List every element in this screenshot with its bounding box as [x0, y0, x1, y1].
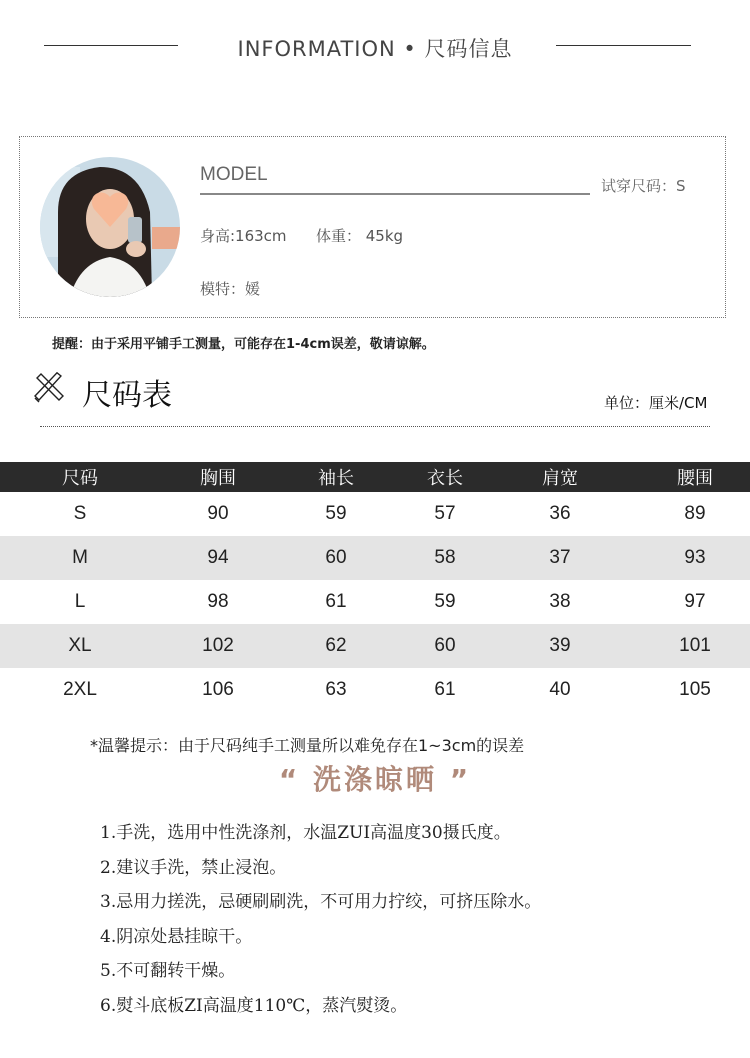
table-cell: 38 [549, 591, 571, 612]
table-cell: 58 [434, 547, 456, 568]
table-cell: 63 [325, 679, 347, 700]
table-cell: S [73, 503, 87, 524]
table-cell: 61 [434, 679, 456, 700]
list-item: 3.忌用力搓洗，忌硬刷刷洗，不可用力拧绞，可挤压除水。 [100, 892, 542, 913]
list-item: 4.阴凉处悬挂晾干。 [100, 926, 253, 947]
table-cell: 60 [325, 547, 347, 568]
table-cell: XL [68, 635, 92, 656]
model-weight: 体重： 45kg [316, 227, 404, 245]
dotted-divider [40, 426, 710, 427]
unit-label: 单位：厘米/CM [604, 394, 708, 412]
size-chart-title: 尺码表 [82, 378, 172, 413]
table-row [0, 668, 750, 712]
page-title: INFORMATION • 尺码信息 [237, 37, 513, 61]
model-label: MODEL [200, 164, 268, 185]
table-cell: 94 [207, 547, 229, 568]
table-row [0, 536, 750, 580]
table-cell: 101 [679, 635, 711, 656]
table-row [0, 492, 750, 536]
list-item: 2.建议手洗，禁止浸泡。 [100, 857, 287, 878]
model-avatar [40, 157, 180, 297]
table-cell: 102 [202, 635, 234, 656]
list-item: 5.不可翻转干燥。 [100, 961, 236, 982]
wash-care-title: “ 洗涤晾晒 ” [278, 763, 472, 796]
model-name: 模特：媛 [200, 280, 261, 298]
table-row [0, 580, 750, 624]
table-cell: 60 [434, 635, 456, 656]
table-header-cell: 肩宽 [542, 468, 578, 489]
table-header-cell: 腰围 [677, 468, 713, 489]
table-cell: 105 [679, 679, 711, 700]
table-header-cell: 袖长 [318, 468, 354, 489]
table-cell: 106 [202, 679, 234, 700]
table-cell: 62 [325, 635, 347, 656]
table-cell: 98 [207, 591, 229, 612]
table-cell: 40 [549, 679, 571, 700]
table-cell: 97 [684, 591, 706, 612]
header-line-right [556, 45, 691, 46]
table-cell: 57 [434, 503, 456, 524]
table-cell: L [74, 591, 86, 612]
list-item: 6.熨斗底板ZI高温度110℃，蒸汽熨烫。 [100, 995, 408, 1016]
table-cell: 61 [325, 591, 347, 612]
table-cell: 59 [434, 591, 456, 612]
table-cell: 39 [549, 635, 571, 656]
table-cell: 89 [684, 503, 706, 524]
table-cell: 90 [207, 503, 229, 524]
list-item: 1.手洗，选用中性洗涤剂，水温ZUI高温度30摄氏度。 [100, 823, 511, 843]
size-table [0, 462, 750, 712]
measurement-tip: *温馨提示：由于尺码纯手工测量所以难免存在1~3cm的误差 [90, 736, 525, 755]
table-header-row [0, 462, 750, 492]
table-header-cell: 衣长 [427, 468, 463, 489]
model-underline [200, 193, 590, 195]
table-cell: 36 [549, 503, 571, 524]
table-cell: 93 [684, 547, 706, 568]
try-size: 试穿尺码：S [601, 177, 686, 195]
table-cell: 59 [325, 503, 347, 524]
model-height: 身高:163cm [200, 227, 287, 245]
table-header-cell: 尺码 [62, 468, 98, 489]
table-cell: M [72, 547, 88, 568]
model-info-card [19, 136, 726, 318]
measurement-notice: 提醒：由于采用平铺手工测量，可能存在1-4cm误差，敬请谅解。 [52, 337, 435, 352]
table-cell: 2XL [63, 679, 97, 700]
table-header-cell: 胸围 [200, 468, 236, 489]
table-cell: 37 [549, 547, 571, 568]
table-row [0, 624, 750, 668]
cross-icon [33, 372, 65, 404]
wash-care-list [100, 820, 541, 1028]
